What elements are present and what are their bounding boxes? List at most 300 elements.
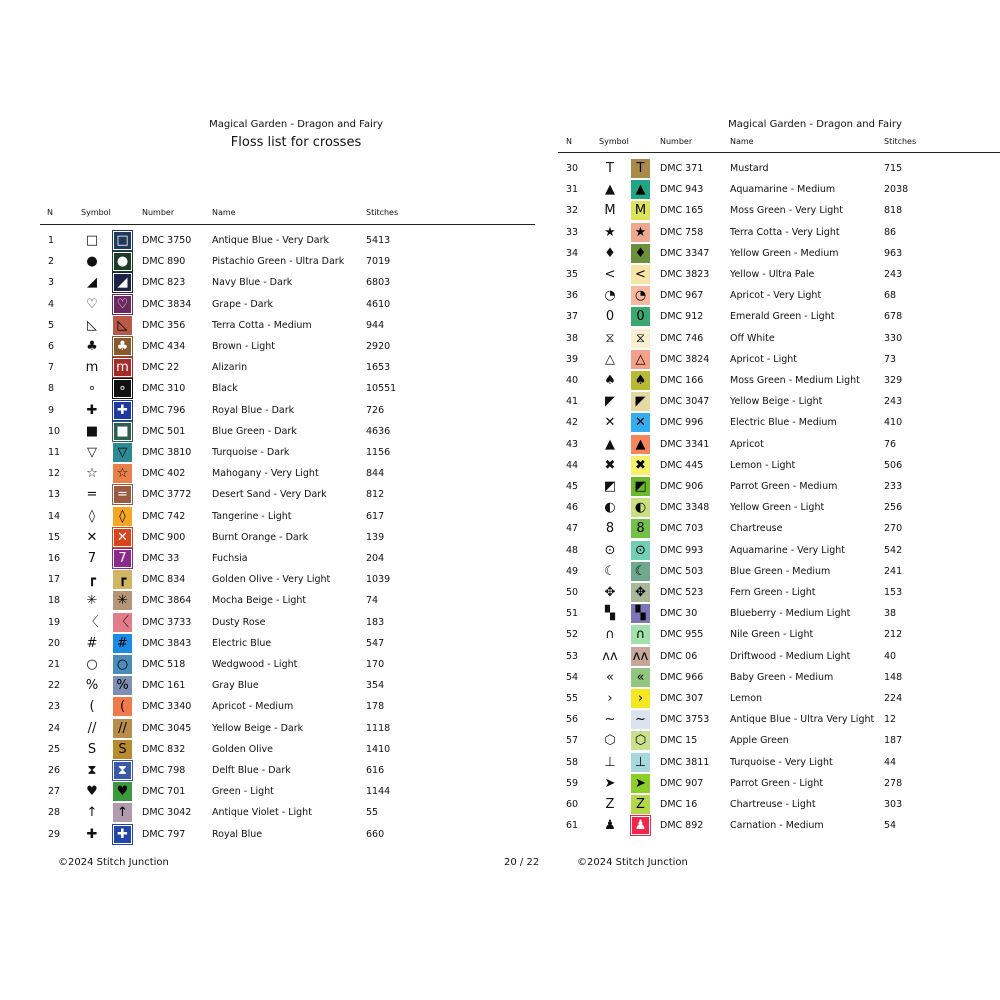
- color-swatch: [631, 477, 650, 496]
- table-row: [558, 752, 1000, 773]
- floss-number: DMC 834: [142, 574, 186, 586]
- table-row: [558, 306, 1000, 327]
- table-row: [558, 518, 1000, 539]
- row-number: 18: [48, 595, 61, 607]
- swatch-symbol-icon: ↑: [117, 805, 128, 821]
- floss-name: Moss Green - Very Light: [730, 205, 844, 217]
- stitch-count: 4610: [366, 298, 391, 310]
- swatch-symbol-icon: =: [117, 487, 128, 503]
- color-swatch: [631, 816, 650, 835]
- stitch-count: 74: [366, 595, 379, 607]
- swatch-symbol-icon: ⊙: [635, 542, 646, 558]
- color-swatch: [113, 464, 132, 483]
- symbol-icon: <: [604, 267, 616, 282]
- swatch-symbol-icon: T: [636, 161, 645, 176]
- color-swatch: [631, 456, 650, 475]
- stitch-count: 54: [884, 820, 897, 832]
- table-row: [40, 802, 535, 823]
- floss-name: Off White: [730, 332, 775, 344]
- color-swatch: [113, 613, 132, 632]
- table-row: [558, 497, 1000, 518]
- row-number: 35: [566, 269, 579, 280]
- color-swatch: [631, 498, 650, 517]
- swatch-symbol-icon: ✚: [117, 402, 128, 418]
- table-row: [40, 654, 535, 675]
- floss-name: Mahogany - Very Light: [212, 468, 319, 480]
- swatch-symbol-icon: ☾: [634, 563, 647, 579]
- row-number: 7: [48, 362, 55, 374]
- table-row: [40, 357, 535, 378]
- floss-name: Delft Blue - Dark: [212, 765, 291, 776]
- row-number: 60: [566, 799, 579, 810]
- symbol-icon: ◩: [603, 479, 617, 494]
- table-row: [558, 328, 1000, 349]
- stitch-count: 153: [884, 587, 903, 598]
- header-name: Name: [730, 137, 754, 146]
- floss-number: DMC 758: [660, 226, 704, 238]
- row-number: 25: [48, 743, 61, 755]
- row-number: 12: [48, 468, 61, 480]
- symbol-icon: ♣: [86, 339, 98, 354]
- row-number: 34: [566, 247, 579, 259]
- floss-name: Nile Green - Light: [730, 629, 814, 641]
- stitch-count: 354: [366, 680, 385, 692]
- table-row: [558, 646, 1000, 667]
- symbol-icon: △: [605, 351, 615, 367]
- color-swatch: [631, 583, 650, 602]
- table-row: [40, 294, 535, 315]
- row-number: 5: [48, 319, 55, 331]
- swatch-symbol-icon: ♣: [116, 339, 129, 354]
- row-number: 26: [48, 765, 61, 776]
- stitch-count: 6803: [366, 277, 391, 289]
- color-swatch: [113, 825, 132, 844]
- stitch-count: 7019: [366, 256, 391, 268]
- table-row: [558, 222, 1000, 243]
- swatch-symbol-icon: ■: [116, 423, 129, 439]
- stitch-count: 5413: [366, 235, 391, 246]
- table-row: [40, 569, 535, 590]
- header-name: Name: [212, 208, 236, 217]
- floss-number: DMC 310: [142, 383, 186, 395]
- row-number: 46: [566, 502, 579, 514]
- stitch-count: 73: [884, 353, 897, 365]
- floss-number: DMC 3348: [660, 502, 710, 514]
- stitch-count: 241: [884, 565, 903, 577]
- symbol-icon: 8: [605, 521, 615, 537]
- floss-name: Fern Green - Light: [730, 587, 816, 598]
- symbol-icon: «: [606, 669, 614, 685]
- row-number: 17: [48, 574, 61, 586]
- row-number: 24: [48, 722, 61, 734]
- symbol-icon: Z: [605, 797, 615, 812]
- floss-number: DMC 307: [660, 693, 704, 704]
- swatch-symbol-icon: ⧖: [635, 330, 646, 346]
- symbol-icon: 〈: [85, 614, 99, 630]
- color-swatch: [113, 422, 132, 441]
- table-row: [40, 315, 535, 336]
- stitch-count: 148: [884, 671, 903, 683]
- swatch-symbol-icon: 7: [118, 551, 127, 566]
- swatch-symbol-icon: #: [117, 635, 128, 651]
- swatch-symbol-icon: ✳: [117, 593, 128, 609]
- symbol-icon: m: [85, 360, 99, 376]
- color-swatch: [113, 676, 132, 695]
- floss-name: Pistachio Green - Ultra Dark: [212, 256, 345, 268]
- table-row: [40, 251, 535, 272]
- floss-name: Apricot: [730, 438, 764, 450]
- floss-table-right: [558, 158, 1000, 838]
- color-swatch: [113, 337, 132, 356]
- stitch-count: 38: [884, 608, 897, 620]
- stitch-count: 86: [884, 226, 897, 238]
- floss-name: Carnation - Medium: [730, 820, 824, 832]
- floss-number: DMC 906: [660, 481, 704, 492]
- floss-name: Turquoise - Very Light: [730, 756, 833, 768]
- symbol-icon: ☾: [604, 563, 616, 579]
- floss-name: Lemon: [730, 693, 763, 704]
- stitch-count: 330: [884, 332, 903, 344]
- floss-number: DMC 3772: [142, 489, 192, 501]
- color-swatch: [113, 655, 132, 674]
- color-swatch: [113, 231, 132, 250]
- symbol-icon: ✖: [604, 457, 616, 473]
- symbol-icon: ♥: [86, 784, 98, 800]
- symbol-icon: ~: [604, 712, 616, 728]
- symbol-icon: ┏: [88, 572, 96, 588]
- color-swatch: [631, 668, 650, 687]
- symbol-icon: ✕: [604, 415, 616, 431]
- symbol-icon: ▲: [605, 182, 615, 198]
- row-number: 54: [566, 671, 579, 683]
- swatch-symbol-icon: «: [636, 669, 645, 685]
- symbol-icon: ○: [86, 657, 98, 672]
- row-number: 40: [566, 375, 579, 386]
- floss-name: Blue Green - Dark: [212, 425, 297, 437]
- table-row: [40, 272, 535, 293]
- swatch-symbol-icon: ~: [635, 712, 646, 728]
- floss-number: DMC 3341: [660, 438, 710, 450]
- table-row: [558, 158, 1000, 179]
- stitch-count: 812: [366, 489, 385, 501]
- floss-number: DMC 912: [660, 311, 704, 323]
- row-number: 15: [48, 531, 61, 543]
- row-number: 50: [566, 587, 579, 598]
- floss-name: Desert Sand - Very Dark: [212, 489, 327, 501]
- color-swatch: [113, 316, 132, 335]
- swatch-symbol-icon: ♥: [116, 784, 129, 800]
- row-number: 4: [48, 298, 55, 310]
- stitch-count: 40: [884, 650, 897, 662]
- table-row: [558, 667, 1000, 688]
- symbol-icon: ■: [85, 423, 99, 439]
- floss-number: DMC 3834: [142, 298, 192, 310]
- floss-number: DMC 434: [142, 341, 186, 352]
- stitch-count: 256: [884, 502, 903, 514]
- table-row: [40, 633, 535, 654]
- table-row: [558, 688, 1000, 709]
- table-row: [40, 675, 535, 696]
- swatch-symbol-icon: ⊥: [634, 754, 647, 770]
- symbol-icon: ♟: [604, 818, 616, 834]
- table-row: [40, 718, 535, 739]
- stitch-count: 1039: [366, 574, 391, 586]
- color-swatch: [631, 350, 650, 369]
- row-number: 32: [566, 205, 579, 217]
- swatch-symbol-icon: <: [635, 267, 646, 282]
- stitch-count: 1144: [366, 786, 391, 798]
- floss-number: DMC 15: [660, 735, 698, 747]
- floss-name: Electric Blue - Medium: [730, 417, 837, 429]
- floss-name: Grape - Dark: [212, 298, 273, 310]
- swatch-symbol-icon: ∘: [118, 381, 127, 397]
- floss-number: DMC 30: [660, 608, 698, 620]
- table-row: [558, 624, 1000, 645]
- stitch-count: 270: [884, 523, 903, 535]
- symbol-icon: ✚: [86, 402, 98, 418]
- floss-number: DMC 3843: [142, 637, 192, 649]
- symbol-icon: T: [606, 161, 614, 176]
- row-number: 61: [566, 820, 579, 832]
- symbol-icon: ➤: [604, 775, 616, 791]
- color-swatch: [631, 265, 650, 284]
- floss-number: DMC 993: [660, 544, 704, 556]
- stitch-count: 76: [884, 438, 897, 450]
- stitch-count: 506: [884, 459, 903, 471]
- table-row: [558, 794, 1000, 815]
- table-row: [558, 582, 1000, 603]
- row-number: 36: [566, 290, 579, 302]
- stitch-count: 1410: [366, 743, 391, 755]
- swatch-symbol-icon: ⧗: [117, 763, 128, 778]
- row-number: 22: [48, 680, 61, 692]
- table-row: [558, 412, 1000, 433]
- floss-name: Parrot Green - Medium: [730, 481, 838, 492]
- floss-number: DMC 798: [142, 765, 186, 776]
- row-number: 37: [566, 311, 579, 323]
- floss-name: Moss Green - Medium Light: [730, 375, 860, 386]
- table-row: [558, 179, 1000, 200]
- floss-name: Parrot Green - Light: [730, 777, 824, 789]
- swatch-symbol-icon: ○: [116, 657, 129, 672]
- color-swatch: [631, 519, 650, 538]
- floss-name: Green - Light: [212, 786, 274, 798]
- floss-number: DMC 823: [142, 277, 186, 289]
- symbol-icon: ✳: [86, 593, 98, 609]
- floss-name: Yellow Beige - Light: [730, 396, 823, 408]
- color-swatch: [113, 570, 132, 589]
- table-row: [40, 336, 535, 357]
- floss-number: DMC 33: [142, 553, 180, 564]
- row-number: 53: [566, 650, 579, 662]
- footer-page-number: 20 / 22: [504, 857, 540, 868]
- symbol-icon: =: [86, 487, 98, 503]
- floss-name: Terra Cotta - Medium: [212, 319, 312, 331]
- swatch-symbol-icon: ▲: [635, 436, 646, 452]
- table-row: [558, 391, 1000, 412]
- header-number: Number: [142, 208, 175, 217]
- swatch-symbol-icon: ✕: [117, 529, 128, 545]
- swatch-symbol-icon: m: [116, 360, 129, 376]
- floss-number: DMC 518: [142, 659, 186, 670]
- floss-name: Tangerine - Light: [212, 510, 292, 522]
- symbol-icon: S: [87, 741, 97, 757]
- stitch-count: 4636: [366, 425, 391, 437]
- swatch-symbol-icon: ◐: [634, 500, 647, 516]
- floss-number: DMC 967: [660, 290, 704, 302]
- floss-name: Chartreuse: [730, 523, 783, 535]
- symbol-icon: ⊥: [604, 754, 616, 770]
- floss-name: Fuchsia: [212, 553, 248, 564]
- color-swatch: [631, 201, 650, 220]
- row-number: 10: [48, 425, 61, 437]
- row-number: 51: [566, 608, 579, 620]
- color-swatch: [113, 740, 132, 759]
- stitch-count: 2920: [366, 341, 391, 352]
- table-row: [558, 349, 1000, 370]
- floss-number: DMC 797: [142, 828, 186, 840]
- swatch-symbol-icon: Z: [636, 797, 645, 812]
- symbol-icon: ●: [86, 254, 98, 270]
- symbol-icon: 7: [87, 551, 97, 566]
- floss-name: Blueberry - Medium Light: [730, 608, 851, 620]
- floss-name: Antique Blue - Very Dark: [212, 235, 329, 246]
- table-row: [40, 506, 535, 527]
- table-row: [558, 730, 1000, 751]
- row-number: 38: [566, 332, 579, 344]
- floss-number: DMC 3045: [142, 722, 192, 734]
- color-swatch: [113, 507, 132, 526]
- row-number: 30: [566, 163, 579, 174]
- floss-name: Driftwood - Medium Light: [730, 650, 851, 662]
- floss-number: DMC 3824: [660, 353, 710, 365]
- table-row: [558, 815, 1000, 836]
- stitch-count: 204: [366, 553, 385, 564]
- swatch-symbol-icon: ➤: [635, 775, 646, 791]
- symbol-icon: M: [604, 203, 616, 219]
- symbol-icon: ⧗: [87, 763, 97, 778]
- color-swatch: [113, 485, 132, 504]
- swatch-symbol-icon: ◩: [634, 479, 647, 494]
- symbol-icon: ⬡: [604, 733, 616, 749]
- footer-copyright: ©2024 Stitch Junction: [58, 857, 169, 868]
- table-row: [558, 285, 1000, 306]
- color-swatch: [631, 223, 650, 242]
- row-number: 56: [566, 714, 579, 726]
- table-row: [40, 548, 535, 569]
- stitch-count: 329: [884, 375, 903, 386]
- floss-name: Aquamarine - Very Light: [730, 544, 846, 556]
- swatch-symbol-icon: //: [118, 720, 127, 736]
- swatch-symbol-icon: ✚: [117, 826, 128, 842]
- symbol-icon: ▽: [87, 445, 97, 460]
- document-subtitle: Floss list for crosses: [230, 135, 362, 150]
- swatch-symbol-icon: ♟: [634, 818, 647, 834]
- stitch-count: 10551: [366, 383, 397, 395]
- document-title: Magical Garden - Dragon and Fairy: [209, 119, 383, 130]
- color-swatch: [113, 697, 132, 716]
- color-swatch: [113, 358, 132, 377]
- symbol-icon: ›: [607, 691, 613, 706]
- color-swatch: [631, 753, 650, 772]
- floss-number: DMC 3340: [142, 701, 192, 713]
- row-number: 45: [566, 481, 579, 492]
- table-row: [40, 824, 535, 845]
- stitch-count: 1653: [366, 362, 391, 374]
- row-number: 27: [48, 786, 61, 798]
- stitch-count: 542: [884, 544, 903, 556]
- floss-name: Antique Blue - Ultra Very Light: [730, 714, 875, 726]
- color-swatch: [113, 719, 132, 738]
- floss-number: DMC 165: [660, 205, 704, 217]
- floss-number: DMC 943: [660, 184, 704, 196]
- symbol-icon: ∘: [87, 381, 97, 397]
- swatch-symbol-icon: ✖: [635, 457, 646, 473]
- color-swatch: [631, 689, 650, 708]
- stitch-count: 55: [366, 807, 379, 819]
- row-number: 6: [48, 341, 55, 352]
- row-number: 23: [48, 701, 61, 713]
- symbol-icon: ◊: [88, 508, 96, 524]
- color-swatch: [631, 413, 650, 432]
- floss-number: DMC 402: [142, 468, 186, 480]
- floss-number: DMC 501: [142, 425, 186, 437]
- color-swatch: [631, 392, 650, 411]
- symbol-icon: ↑: [86, 805, 98, 821]
- row-number: 48: [566, 544, 579, 556]
- stitch-count: 726: [366, 404, 385, 416]
- floss-name: Alizarin: [212, 362, 248, 374]
- floss-number: DMC 3047: [660, 396, 710, 408]
- swatch-symbol-icon: ◊: [119, 508, 126, 524]
- row-number: 33: [566, 226, 579, 238]
- color-swatch: [631, 286, 650, 305]
- row-number: 47: [566, 523, 579, 535]
- floss-number: DMC 832: [142, 743, 186, 755]
- stitch-count: 616: [366, 765, 385, 776]
- stitch-count: 44: [884, 756, 897, 768]
- row-number: 43: [566, 438, 579, 450]
- stitch-count: 410: [884, 417, 903, 429]
- symbol-icon: ◺: [87, 317, 97, 333]
- color-swatch: [631, 435, 650, 454]
- floss-name: Apple Green: [730, 735, 789, 747]
- swatch-symbol-icon: ┏: [118, 572, 127, 588]
- floss-name: Mustard: [730, 163, 769, 174]
- floss-name: Electric Blue: [212, 637, 272, 649]
- row-number: 57: [566, 735, 579, 747]
- table-row: [558, 264, 1000, 285]
- floss-name: Terra Cotta - Very Light: [730, 226, 840, 238]
- floss-number: DMC 3753: [660, 714, 710, 726]
- document-title-right: Magical Garden - Dragon and Fairy: [728, 119, 902, 130]
- symbol-icon: 0: [605, 309, 615, 325]
- floss-name: Aquamarine - Medium: [730, 184, 836, 196]
- floss-name: Yellow Beige - Dark: [212, 722, 304, 734]
- floss-name: Mocha Beige - Light: [212, 595, 307, 607]
- floss-name: Emerald Green - Light: [730, 311, 835, 323]
- symbol-icon: ⊙: [604, 542, 616, 558]
- floss-number: DMC 746: [660, 332, 704, 344]
- swatch-symbol-icon: S: [118, 741, 127, 757]
- symbol-icon: %: [85, 678, 99, 694]
- color-swatch: [113, 549, 132, 568]
- floss-number: DMC 890: [142, 256, 186, 268]
- footer-copyright-right: ©2024 Stitch Junction: [577, 857, 688, 868]
- floss-number: DMC 3823: [660, 269, 710, 280]
- table-row: [558, 455, 1000, 476]
- floss-number: DMC 796: [142, 404, 186, 416]
